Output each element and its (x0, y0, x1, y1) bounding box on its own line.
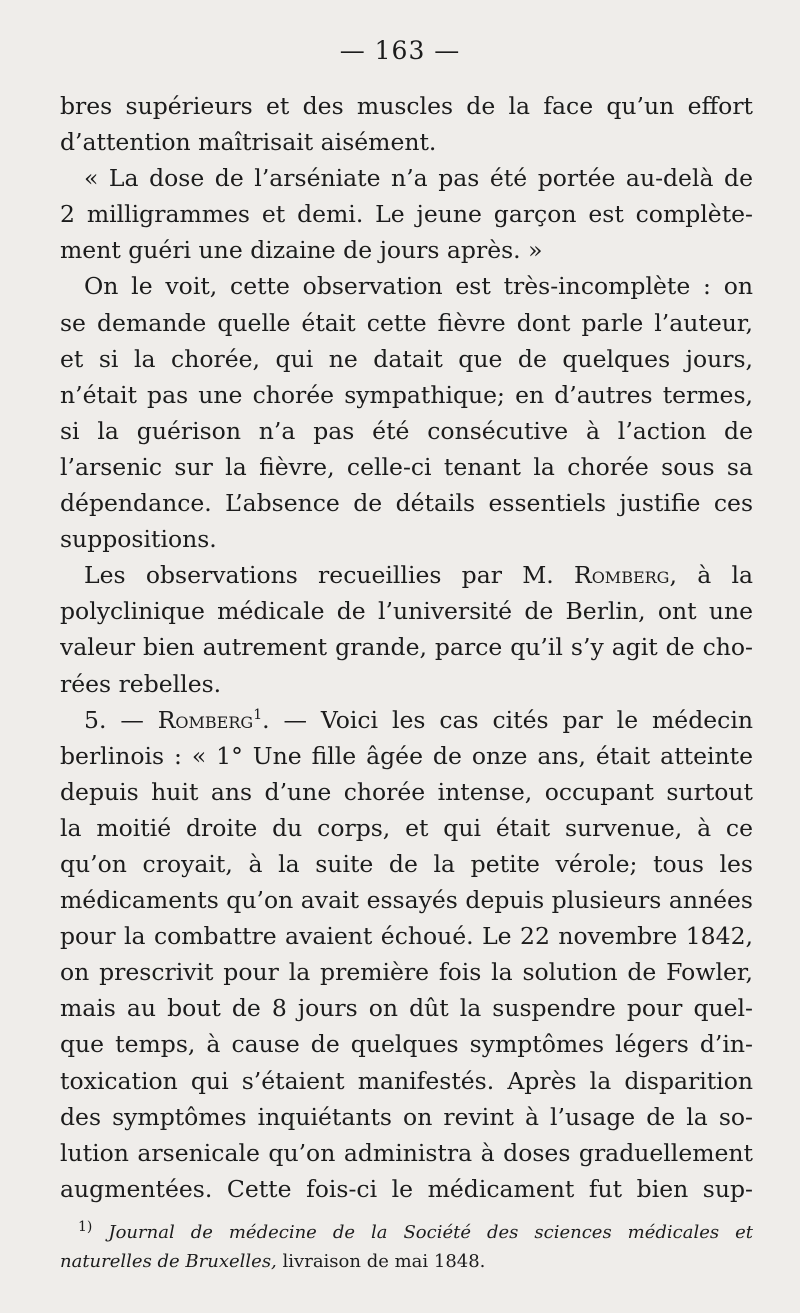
text-line: n’était pas une chorée sympathique; en d’autres termes, (60, 380, 753, 409)
footnote-reference: 1 (253, 706, 263, 723)
text-line: se demande quelle était cette fièvre dont parle l’auteur, (60, 308, 753, 337)
text-line: on prescrivit pour la première fois la solution de Fowler, (60, 958, 753, 987)
text-line: berlinois : « 1° Une fille âgée de onze ans, était atteinte (60, 741, 753, 770)
text-line: d’attention maîtrisait aisément. (60, 128, 437, 157)
text-line: pour la combattre avaient échoué. Le 22 novembre 1842, (60, 922, 753, 951)
author-name: Romberg (574, 561, 670, 590)
text-line-romberg-intro (60, 557, 753, 593)
footnote-line (60, 1247, 753, 1276)
text-line: l’arsenic sur la fièvre, celle-ci tenant la chorée sous sa (60, 452, 753, 481)
footnote (60, 1218, 753, 1276)
text-line: rées rebelles. (60, 669, 222, 698)
text-line: toxication qui s’étaient manifestés. Après la disparition (60, 1066, 753, 1095)
case-number: 5. — (84, 705, 144, 734)
text-fragment: Les observations recueillies par M. (84, 561, 554, 590)
text-line: la moitié droite du corps, et qui était survenue, à ce (60, 813, 753, 842)
text-line: ment guéri une dizaine de jours après. » (60, 236, 543, 265)
text-line: bres supérieurs et des muscles de la face qu’un effort (60, 92, 753, 120)
author-name: Romberg (157, 705, 254, 734)
body-text (60, 88, 753, 1207)
text-line: 2 milligrammes et demi. Le jeune garçon est complète- (60, 200, 753, 229)
text-line: « La dose de l’arséniate n’a pas été portée au-delà de (84, 164, 753, 193)
text-line: si la guérison n’a pas été consécutive à l’action de (60, 416, 753, 445)
footnote-citation: Journal de médecine de la Société des sciences médicales et (108, 1222, 753, 1243)
text-line: qu’on croyait, à la suite de la petite vérole; tous les (60, 849, 753, 878)
text-line: suppositions. (60, 525, 217, 554)
footnote-citation: naturelles de Bruxelles, (60, 1251, 277, 1272)
page-number: — 163 — (339, 36, 461, 65)
text-line-romberg-case (60, 702, 753, 738)
text-line: valeur bien autrement grande, parce qu’il s’y agit de cho- (60, 633, 753, 662)
text-line: polyclinique médicale de l’université de Berlin, ont une (60, 597, 753, 626)
footnote-line (60, 1218, 753, 1247)
footnote-mark: 1) (78, 1219, 93, 1235)
text-line: et si la chorée, qui ne datait que de quelques jours, (60, 344, 753, 373)
text-line: lution arsenicale qu’on administra à doses graduellement (60, 1138, 753, 1167)
text-line: On le voit, cette observation est très-incomplète : on (84, 272, 753, 301)
text-fragment: , à la (669, 561, 753, 590)
text-line: des symptômes inquiétants on revint à l’usage de la so- (60, 1102, 753, 1131)
footnote-detail: livraison de mai 1848. (282, 1251, 486, 1272)
text-line: augmentées. Cette fois-ci le médicament fut bien sup- (60, 1174, 753, 1203)
text-line: que temps, à cause de quelques symptômes légers d’in- (60, 1030, 753, 1059)
text-line: médicaments qu’on avait essayés depuis plusieurs années (60, 886, 753, 915)
text-line: depuis huit ans d’une chorée intense, occupant surtout (60, 777, 753, 806)
text-line: mais au bout de 8 jours on dût la suspendre pour quel- (60, 994, 753, 1023)
text-fragment: . — Voici les cas cités par le médecin (262, 705, 753, 734)
text-line: dépendance. L’absence de détails essentiels justifie ces (60, 489, 753, 518)
